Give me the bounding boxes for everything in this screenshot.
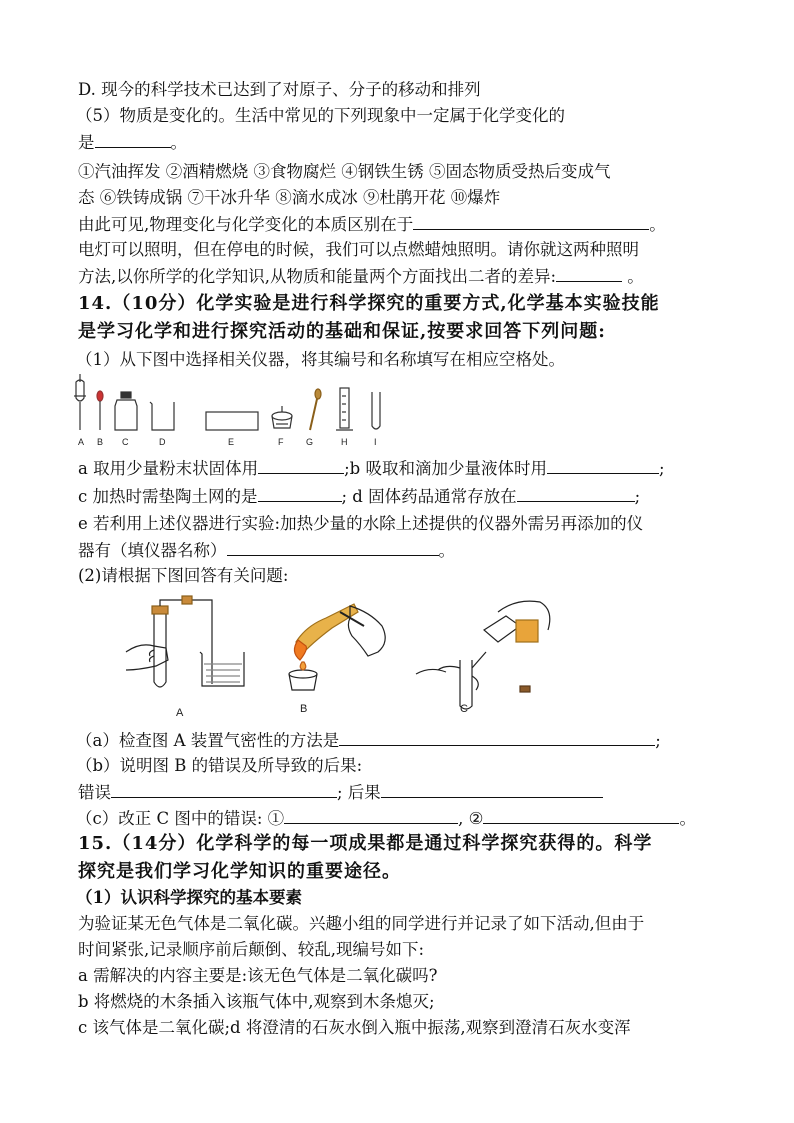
label-figure-a: A <box>176 707 184 719</box>
answer-blank[interactable] <box>258 484 342 502</box>
question-14-2b-answer <box>78 780 738 805</box>
airtightness-check-apparatus <box>126 596 244 687</box>
paragraph-line-2: 时间紧张,记录顺序前后颠倒、较乱,现编号如下: <box>78 940 425 959</box>
question-14-part-2: (2)请根据下图回答有关问题: <box>78 566 289 585</box>
alcohol-lamp-icon <box>272 406 292 428</box>
text: 是 <box>78 133 95 152</box>
text: ; <box>658 459 665 478</box>
answer-blank[interactable] <box>517 484 635 502</box>
label-figure-b: B <box>300 703 308 715</box>
trough-icon <box>206 412 258 430</box>
line-phenomena-1: ①汽油挥发 ②酒精燃烧 ③食物腐烂 ④钢铁生锈 ⑤固态物质受热后变成气 <box>78 162 611 181</box>
question-14-e-2 <box>78 538 738 563</box>
separatory-funnel-icon <box>74 374 86 430</box>
text: 器有（填仪器名称） <box>78 541 227 560</box>
line-lighting-answer <box>78 264 738 289</box>
text: 。 <box>679 809 696 828</box>
text: , ② <box>458 809 484 828</box>
question-14-a <box>78 456 738 481</box>
label-i: I <box>374 437 377 447</box>
instruments-figure <box>70 372 390 452</box>
paragraph-line-5: c 该气体是二氧化碳;d 将澄清的石灰水倒入瓶中振荡,观察到澄清石灰水变浑 <box>78 1018 631 1037</box>
question-14-2a <box>76 728 736 753</box>
question-15-title-2: 探究是我们学习化学知识的重要途径。 <box>78 861 401 882</box>
line-option-d: D. 现今的科学技术已达到了对原子、分子的移动和排列 <box>78 80 481 99</box>
text: 由此可见,物理变化与化学变化的本质区别在于 <box>78 215 414 234</box>
question-14-c <box>78 484 738 509</box>
dropper-icon <box>97 391 103 430</box>
question-15-title: 15.（14分）化学科学的每一项成果都是通过科学探究获得的。科学 <box>78 833 653 854</box>
beaker-icon <box>150 402 174 430</box>
text: a 取用少量粉末状固体用 <box>78 459 259 478</box>
question-14-2b: （b）说明图 B 的错误及所导致的后果: <box>76 756 363 775</box>
graduated-cylinder-icon <box>336 388 353 430</box>
pouring-liquid-apparatus <box>416 601 550 709</box>
paragraph-line-4: b 将燃烧的木条插入该瓶气体中,观察到木条熄灭; <box>78 992 435 1011</box>
answer-blank[interactable] <box>547 456 659 474</box>
line-difference <box>78 212 738 237</box>
answer-blank[interactable] <box>284 806 458 824</box>
label-g: G <box>306 437 314 447</box>
test-tube-icon <box>372 392 380 429</box>
answer-blank[interactable] <box>227 538 439 556</box>
answer-blank[interactable] <box>483 806 679 824</box>
wide-mouth-bottle-icon <box>115 392 137 430</box>
apparatus-figure <box>120 590 560 720</box>
line-q5-answer <box>78 130 738 155</box>
label-d: D <box>159 437 166 447</box>
text: 。 <box>649 215 666 234</box>
medicine-spoon-icon <box>310 389 321 430</box>
answer-blank[interactable] <box>413 212 649 230</box>
answer-blank[interactable] <box>95 130 171 148</box>
label-b: B <box>97 437 104 447</box>
label-figure-c: C <box>460 703 468 715</box>
text: （a）检查图 A 装置气密性的方法是 <box>76 731 340 750</box>
text: 。 <box>170 133 187 152</box>
text: ; d 固体药品通常存放在 <box>341 487 517 506</box>
text: 。 <box>438 541 455 560</box>
line-lighting: 电灯可以照明，但在停电的时候，我们可以点燃蜡烛照明。请你就这两种照明 <box>78 240 639 259</box>
paragraph-line-3: a 需解决的内容主要是:该无色气体是二氧化碳吗? <box>78 966 438 985</box>
question-14-title-2: 是学习化学和进行探究活动的基础和保证,按要求回答下列问题: <box>78 321 606 342</box>
label-e: E <box>228 437 235 447</box>
line-q5: （5）物质是变化的。生活中常见的下列现象中一定属于化学变化的 <box>76 106 565 125</box>
paragraph-line-1: 为验证某无色气体是二氧化碳。兴趣小组的同学进行并记录了如下活动,但由于 <box>78 914 645 933</box>
text: ; <box>634 487 641 506</box>
text: 。 <box>622 267 644 286</box>
question-14-e: e 若利用上述仪器进行实验:加热少量的水除上述提供的仪器外需另再添加的仪 <box>78 514 644 533</box>
answer-blank[interactable] <box>556 264 622 282</box>
label-c: C <box>122 437 129 447</box>
text: ;b 吸取和滴加少量液体时用 <box>344 459 547 478</box>
question-14-2c <box>76 806 736 831</box>
label-a: A <box>78 437 85 447</box>
answer-blank[interactable] <box>111 780 337 798</box>
text: 方法,以你所学的化学知识,从物质和能量两个方面找出二者的差异: <box>78 267 557 286</box>
answer-blank[interactable] <box>339 728 655 746</box>
text: 错误 <box>78 783 111 802</box>
text: ; 后果 <box>337 783 381 802</box>
question-15-part-1: （1）认识科学探究的基本要素 <box>76 888 302 907</box>
text: （c）改正 C 图中的错误: ① <box>76 809 285 828</box>
line-phenomena-2: 态 ⑥铁铸成锅 ⑦干冰升华 ⑧滴水成冰 ⑨杜鹃开花 ⑩爆炸 <box>78 188 501 207</box>
heating-test-tube-apparatus <box>289 604 385 690</box>
question-14-part-1: （1）从下图中选择相关仪器，将其编号和名称填写在相应空格处。 <box>76 350 565 369</box>
question-14-title: 14.（10分）化学实验是进行科学探究的重要方式,化学基本实验技能 <box>78 293 660 314</box>
answer-blank[interactable] <box>381 780 603 798</box>
label-f: F <box>278 437 284 447</box>
label-h: H <box>341 437 348 447</box>
answer-blank[interactable] <box>258 456 344 474</box>
text: ; <box>655 731 661 750</box>
text: c 加热时需垫陶土网的是 <box>78 487 258 506</box>
